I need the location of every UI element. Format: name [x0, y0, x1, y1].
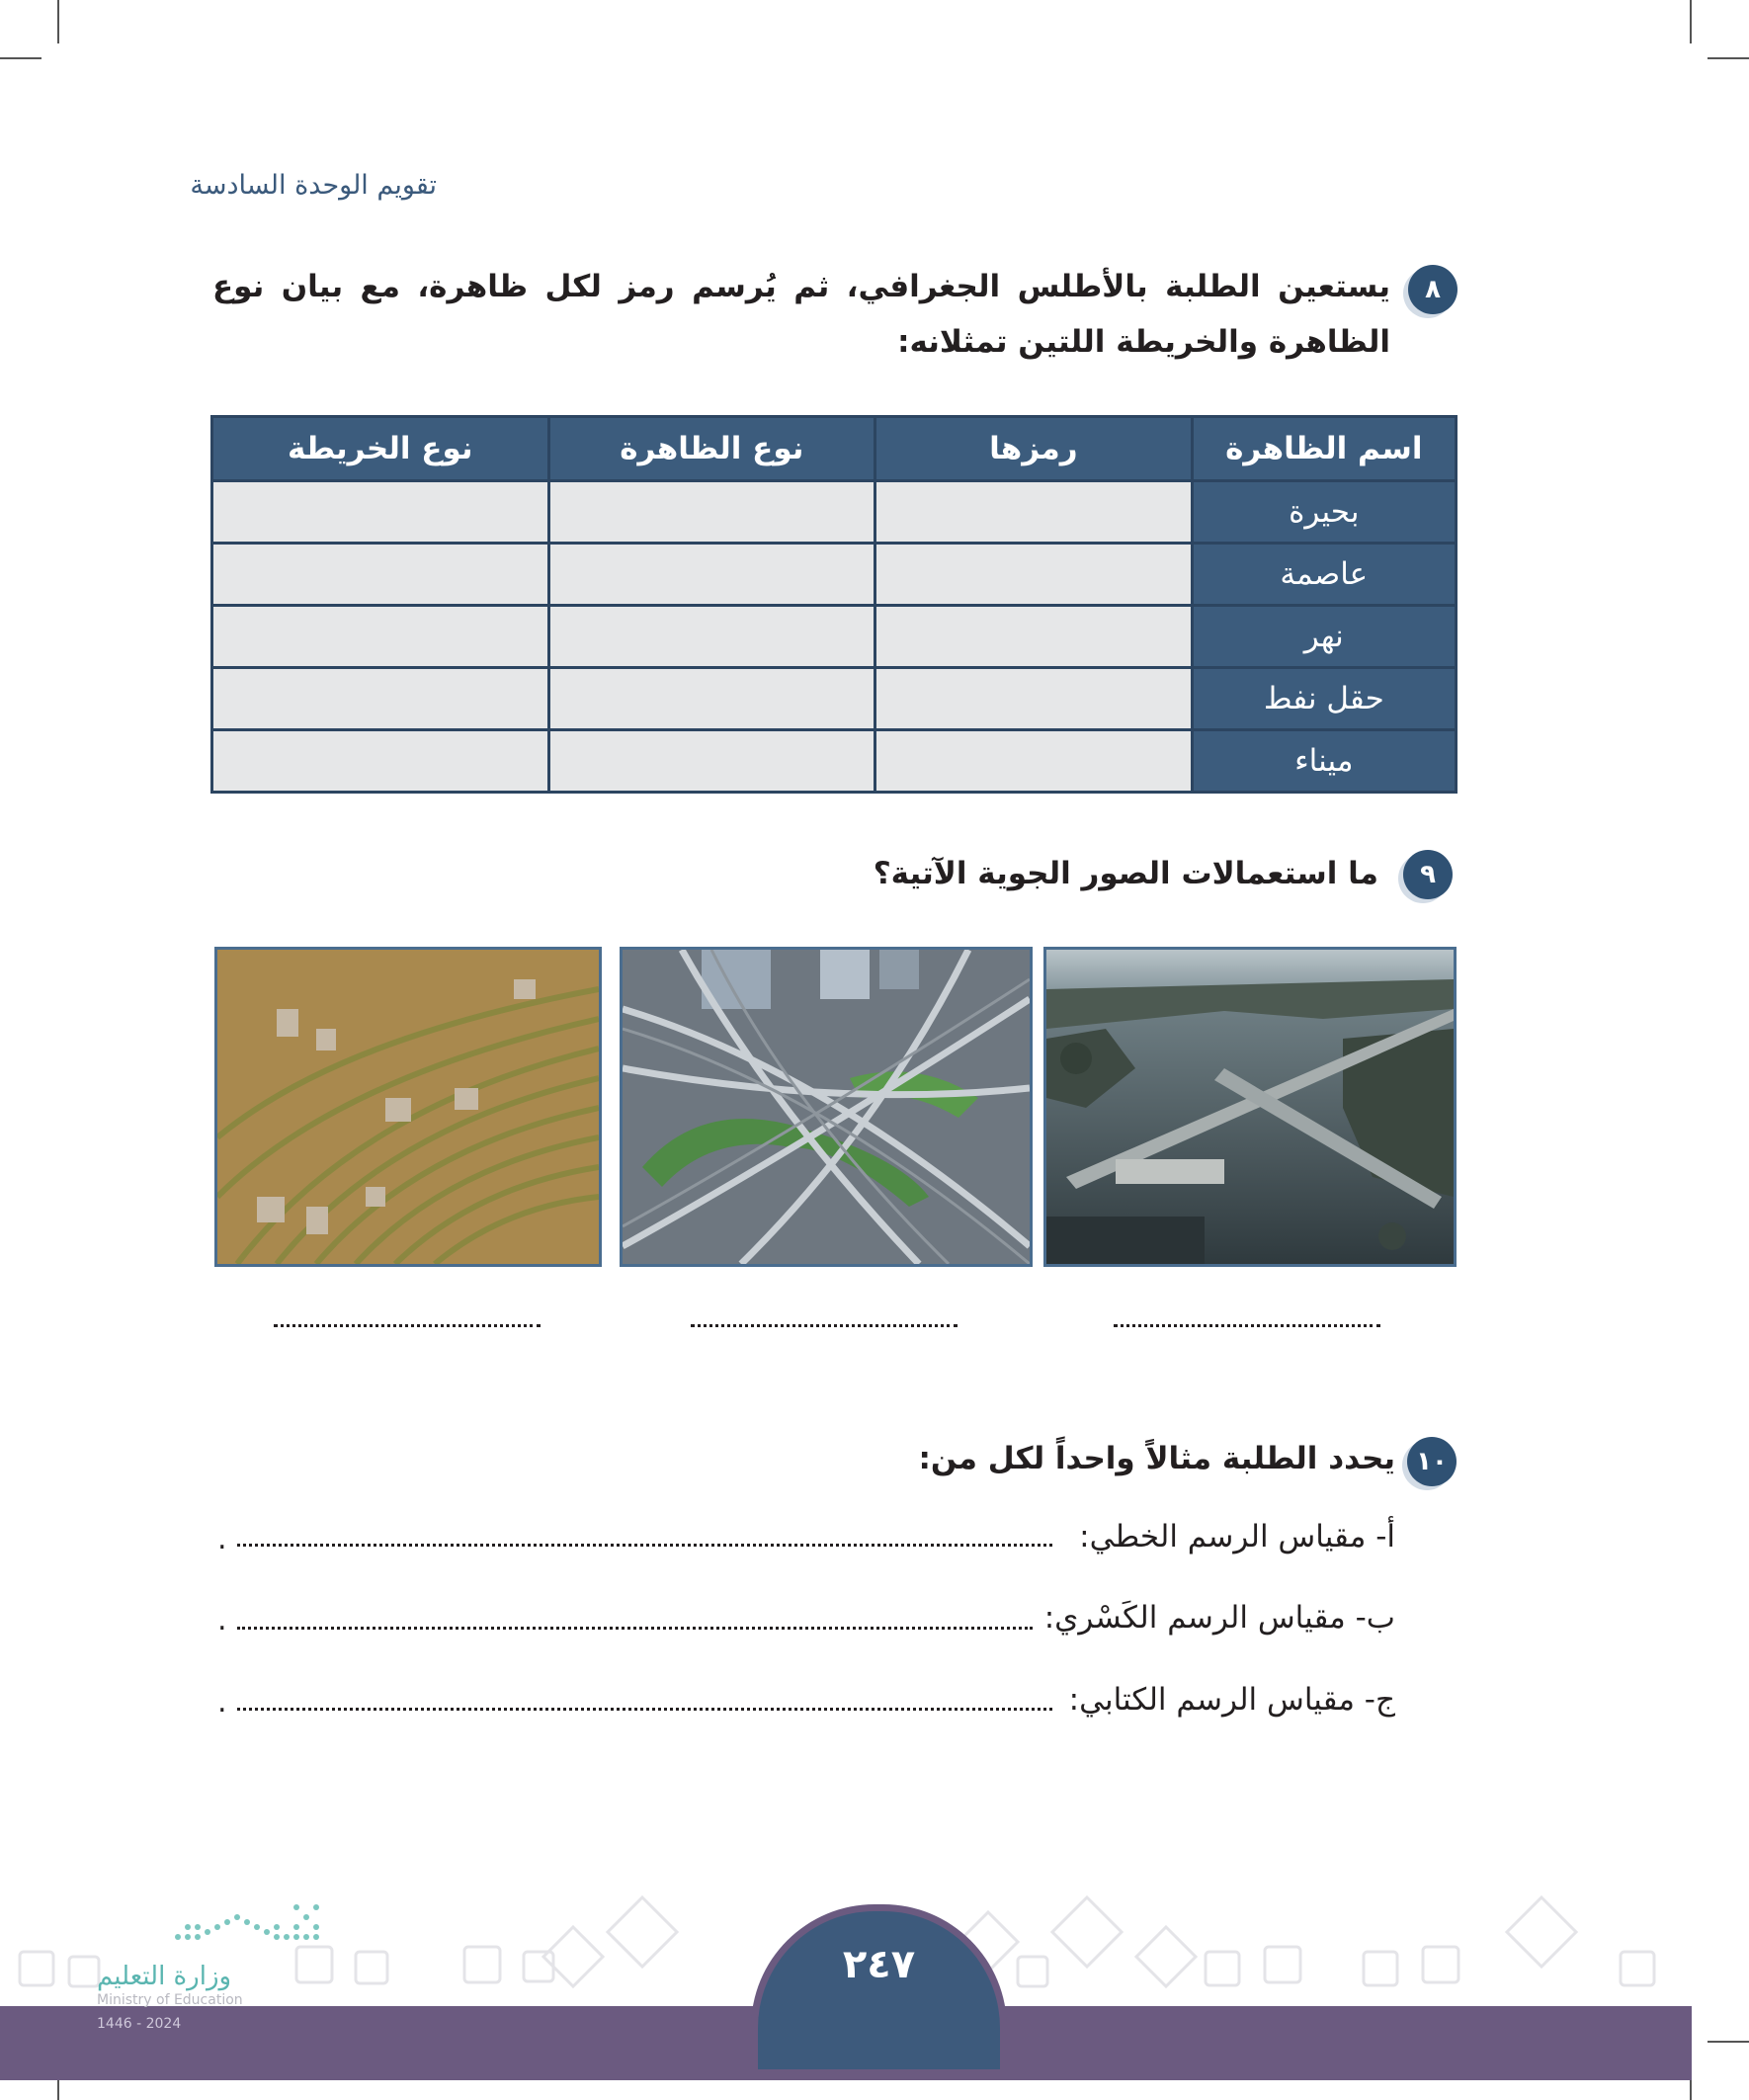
phenomenon-type-cell[interactable] — [548, 730, 875, 793]
answer-line-linear-scale[interactable] — [237, 1544, 1052, 1547]
item-verbal-scale: ج- مقياس الرسم الكتابي: — [1068, 1682, 1395, 1718]
edition-year: 2024 - 1446 — [97, 2016, 182, 2032]
table-header-row — [212, 417, 1457, 481]
symbol-cell[interactable] — [875, 606, 1193, 668]
question-10-number: ١٠ — [1407, 1437, 1457, 1486]
terraced-hills-photo-icon — [214, 947, 602, 1267]
question-8-number: ٨ — [1408, 265, 1458, 314]
header-map-type: نوع الخريطة — [212, 417, 549, 481]
crop-mark — [57, 0, 59, 43]
answer-line-terraces[interactable] — [274, 1324, 541, 1327]
map-type-cell[interactable] — [212, 730, 549, 793]
row-label: نهر — [1192, 606, 1456, 668]
section-title: تقويم الوحدة السادسة — [190, 170, 437, 201]
phenomenon-type-cell[interactable] — [548, 544, 875, 606]
question-8-text: يستعين الطلبة بالأطلس الجغرافي، ثم يُرسم رمز لكل ظاهرة، مع بيان نوع الظاهرة والخريطة اللتين تمثلانه: — [212, 269, 1390, 360]
item-linear-scale: أ- مقياس الرسم الخطي: — [1079, 1519, 1395, 1554]
map-type-cell[interactable] — [212, 668, 549, 730]
answer-line-fraction-scale[interactable] — [237, 1627, 1033, 1630]
end-period: . — [217, 1603, 227, 1638]
question-9-number: ٩ — [1403, 850, 1453, 899]
header-phenomenon-name: اسم الظاهرة — [1192, 417, 1456, 481]
symbol-cell[interactable] — [875, 730, 1193, 793]
row-label: عاصمة — [1192, 544, 1456, 606]
symbol-cell[interactable] — [875, 544, 1193, 606]
question-10-text: يحدد الطلبة مثالاً واحداً لكل من: — [918, 1441, 1395, 1476]
crop-mark — [1707, 57, 1749, 59]
symbols-table — [210, 415, 1458, 794]
table-row — [212, 668, 1457, 730]
phenomenon-type-cell[interactable] — [548, 481, 875, 544]
answer-line-interchange[interactable] — [691, 1324, 958, 1327]
map-type-cell[interactable] — [212, 481, 549, 544]
table-row — [212, 606, 1457, 668]
symbol-cell[interactable] — [875, 481, 1193, 544]
map-type-cell[interactable] — [212, 544, 549, 606]
ministry-logo-icon — [168, 1897, 326, 1957]
end-period: . — [217, 1685, 227, 1720]
ministry-name-en: Ministry of Education — [97, 1992, 243, 2008]
highway-interchange-photo-icon — [620, 947, 1033, 1267]
row-label: حقل نفط — [1192, 668, 1456, 730]
header-symbol: رمزها — [875, 417, 1193, 481]
crop-mark — [1707, 2041, 1749, 2043]
table-row — [212, 481, 1457, 544]
answer-line-flood[interactable] — [1114, 1324, 1380, 1327]
ministry-name: وزارة التعليم — [97, 1962, 232, 1991]
flooded-area-photo-icon — [1043, 947, 1457, 1267]
map-type-cell[interactable] — [212, 606, 549, 668]
answer-line-verbal-scale[interactable] — [237, 1708, 1052, 1711]
row-label: ميناء — [1192, 730, 1456, 793]
item-fraction-scale: ب- مقياس الرسم الكَسْري: — [1043, 1600, 1395, 1636]
symbol-cell[interactable] — [875, 668, 1193, 730]
crop-mark — [0, 57, 42, 59]
crop-mark — [1690, 0, 1692, 43]
phenomenon-type-cell[interactable] — [548, 668, 875, 730]
table-row — [212, 730, 1457, 793]
row-label: بحيرة — [1192, 481, 1456, 544]
end-period: . — [217, 1522, 227, 1556]
page-number: ٢٤٧ — [842, 1942, 916, 1987]
table-row — [212, 544, 1457, 606]
phenomenon-type-cell[interactable] — [548, 606, 875, 668]
header-phenomenon-type: نوع الظاهرة — [548, 417, 875, 481]
question-9-text: ما استعمالات الصور الجوية الآتية؟ — [873, 856, 1378, 891]
